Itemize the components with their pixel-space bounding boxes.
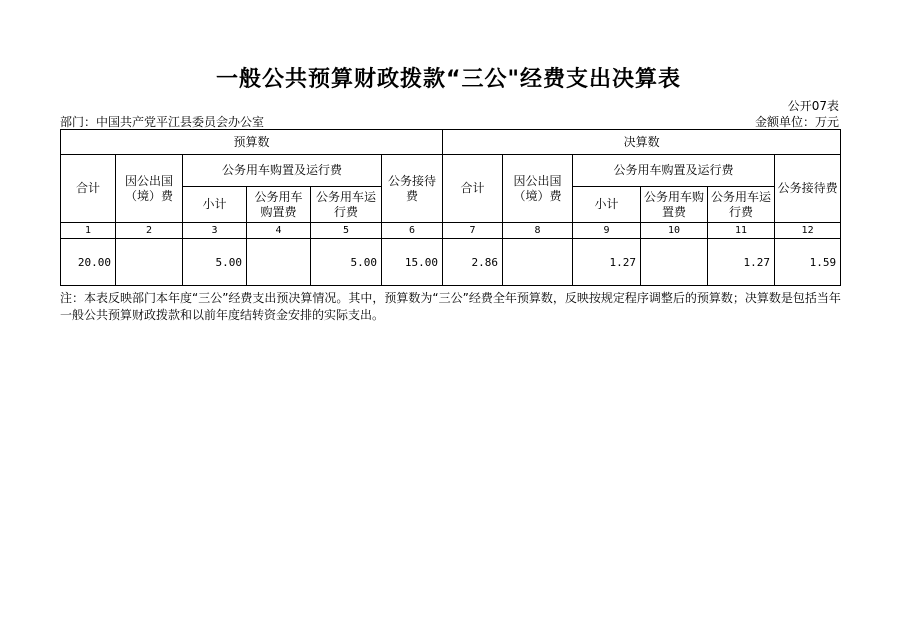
header-budget-total: 合计 xyxy=(61,155,116,223)
value-final-reception: 1.59 xyxy=(775,239,841,286)
header-row-1 xyxy=(61,130,841,155)
header-budget-reception: 公务接待费 xyxy=(382,155,443,223)
header-final: 决算数 xyxy=(443,130,841,155)
value-final-purchase xyxy=(641,239,708,286)
value-budget-total: 20.00 xyxy=(61,239,116,286)
index-cell: 8 xyxy=(503,223,573,239)
header-final-operation: 公务用车运行费 xyxy=(708,187,775,223)
header-budget-operation: 公务用车运行费 xyxy=(311,187,382,223)
footnote: 注：本表反映部门本年度“三公”经费支出预决算情况。其中，预算数为“三公”经费全年预算数，反映按规定程序调整后的预算数；决算数是包括当年一般公共预算财政拨款和以前年度结转资金安排的实际支出。 xyxy=(60,291,841,322)
index-cell: 9 xyxy=(573,223,641,239)
value-budget-reception: 15.00 xyxy=(382,239,443,286)
header-budget: 预算数 xyxy=(61,130,443,155)
header-budget-purchase: 公务用车购置费 xyxy=(247,187,311,223)
index-cell: 2 xyxy=(116,223,183,239)
value-budget-purchase xyxy=(247,239,311,286)
amount-unit: 金额单位：万元 xyxy=(754,115,839,129)
index-cell: 5 xyxy=(311,223,382,239)
value-budget-subtotal: 5.00 xyxy=(183,239,247,286)
index-cell: 10 xyxy=(641,223,708,239)
index-cell: 3 xyxy=(183,223,247,239)
index-cell: 4 xyxy=(247,223,311,239)
header-budget-abroad: 因公出国（境）费 xyxy=(116,155,183,223)
value-final-subtotal: 1.27 xyxy=(573,239,641,286)
value-final-operation: 1.27 xyxy=(708,239,775,286)
value-budget-operation: 5.00 xyxy=(311,239,382,286)
header-row-2 xyxy=(61,155,841,187)
index-cell: 12 xyxy=(775,223,841,239)
header-final-purchase: 公务用车购置费 xyxy=(641,187,708,223)
index-row xyxy=(61,223,841,239)
header-final-subtotal: 小计 xyxy=(573,187,641,223)
value-final-total: 2.86 xyxy=(443,239,503,286)
form-code: 公开07表 xyxy=(787,99,839,113)
header-final-abroad: 因公出国（境）费 xyxy=(503,155,573,223)
department-label: 部门：中国共产党平江县委员会办公室 xyxy=(60,115,265,129)
page-title: 一般公共预算财政拨款“三公"经费支出决算表 xyxy=(216,67,681,92)
index-cell: 1 xyxy=(61,223,116,239)
header-budget-vehicle: 公务用车购置及运行费 xyxy=(183,155,382,187)
value-budget-abroad xyxy=(116,239,183,286)
header-final-reception: 公务接待费 xyxy=(775,155,841,223)
index-cell: 7 xyxy=(443,223,503,239)
header-final-vehicle: 公务用车购置及运行费 xyxy=(573,155,775,187)
header-budget-subtotal: 小计 xyxy=(183,187,247,223)
index-cell: 11 xyxy=(708,223,775,239)
index-cell: 6 xyxy=(382,223,443,239)
expenditure-table xyxy=(60,129,841,286)
header-final-total: 合计 xyxy=(443,155,503,223)
data-row xyxy=(61,239,841,286)
value-final-abroad xyxy=(503,239,573,286)
